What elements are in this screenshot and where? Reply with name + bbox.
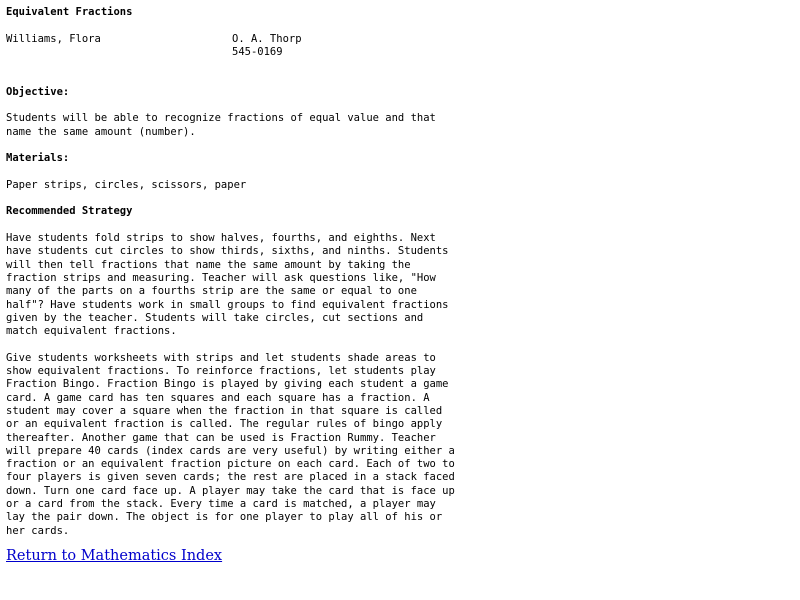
text-line: card. A game card has ten squares and each square has a fraction. A xyxy=(6,391,430,404)
text-line: many of the parts on a fourths strip are the same or equal to one xyxy=(6,285,417,298)
text-line: show equivalent fractions. To reinforce fractions, let students play xyxy=(6,365,436,378)
contact-name: O. A. Thorp xyxy=(232,32,302,45)
materials-heading: Materials: xyxy=(6,152,70,165)
text-line: fraction or an equivalent fraction picture on each card. Each of two to xyxy=(6,458,455,471)
text-line: given by the teacher. Students will take circles, cut sections and xyxy=(6,311,424,324)
text-line: her cards. xyxy=(6,524,70,537)
phone-row xyxy=(6,46,800,59)
materials-text: Paper strips, circles, scissors, paper xyxy=(6,178,247,191)
text-line: will prepare 40 cards (index cards are very useful) by writing either a xyxy=(6,444,455,457)
text-line: thereafter. Another game that can be used is Fraction Rummy. Teacher xyxy=(6,431,436,444)
text-line: Have students fold strips to show halves, fourths, and eighths. Next xyxy=(6,232,436,245)
return-to-mathematics-index-link[interactable]: Return to Mathematics Index xyxy=(6,547,223,564)
text-line: four players is given seven cards; the rest are placed in a stack faced xyxy=(6,471,455,484)
strategy-heading: Recommended Strategy xyxy=(6,205,133,218)
text-line: Fraction Bingo. Fraction Bingo is played by giving each student a game xyxy=(6,378,449,391)
strategy-paragraph-1 xyxy=(6,232,800,338)
text-line: fraction strips and measuring. Teacher will ask questions like, "How xyxy=(6,271,436,284)
text-line: will then tell fractions that name the same amount by taking the xyxy=(6,258,411,271)
document-title: Equivalent Fractions xyxy=(6,6,133,18)
text-line: student may cover a square when the fraction in that square is called xyxy=(6,404,443,417)
strategy-paragraph-2 xyxy=(6,352,800,538)
text-line: have students cut circles to show thirds, sixths, and ninths. Students xyxy=(6,245,449,258)
text-line: match equivalent fractions. xyxy=(6,325,177,338)
text-line: or a card from the stack. Every time a card is matched, a player may xyxy=(6,497,436,510)
contact-phone: 545-0169 xyxy=(232,45,283,58)
text-line: Give students worksheets with strips and let students shade areas to xyxy=(6,351,436,364)
author-name: Williams, Flora xyxy=(6,32,101,45)
text-line: name the same amount (number). xyxy=(6,125,196,138)
text-line: down. Turn one card face up. A player may take the card that is face up xyxy=(6,484,455,497)
text-line: or an equivalent fraction is called. The regular rules of bingo apply xyxy=(6,418,443,431)
objective-text xyxy=(6,112,800,139)
author-row xyxy=(6,33,800,46)
text-line: lay the pair down. The object is for one player to play all of his or xyxy=(6,511,443,524)
objective-heading: Objective: xyxy=(6,85,70,98)
text-line: Students will be able to recognize fractions of equal value and that xyxy=(6,112,436,125)
text-line: half"? Have students work in small groups to find equivalent fractions xyxy=(6,298,449,311)
